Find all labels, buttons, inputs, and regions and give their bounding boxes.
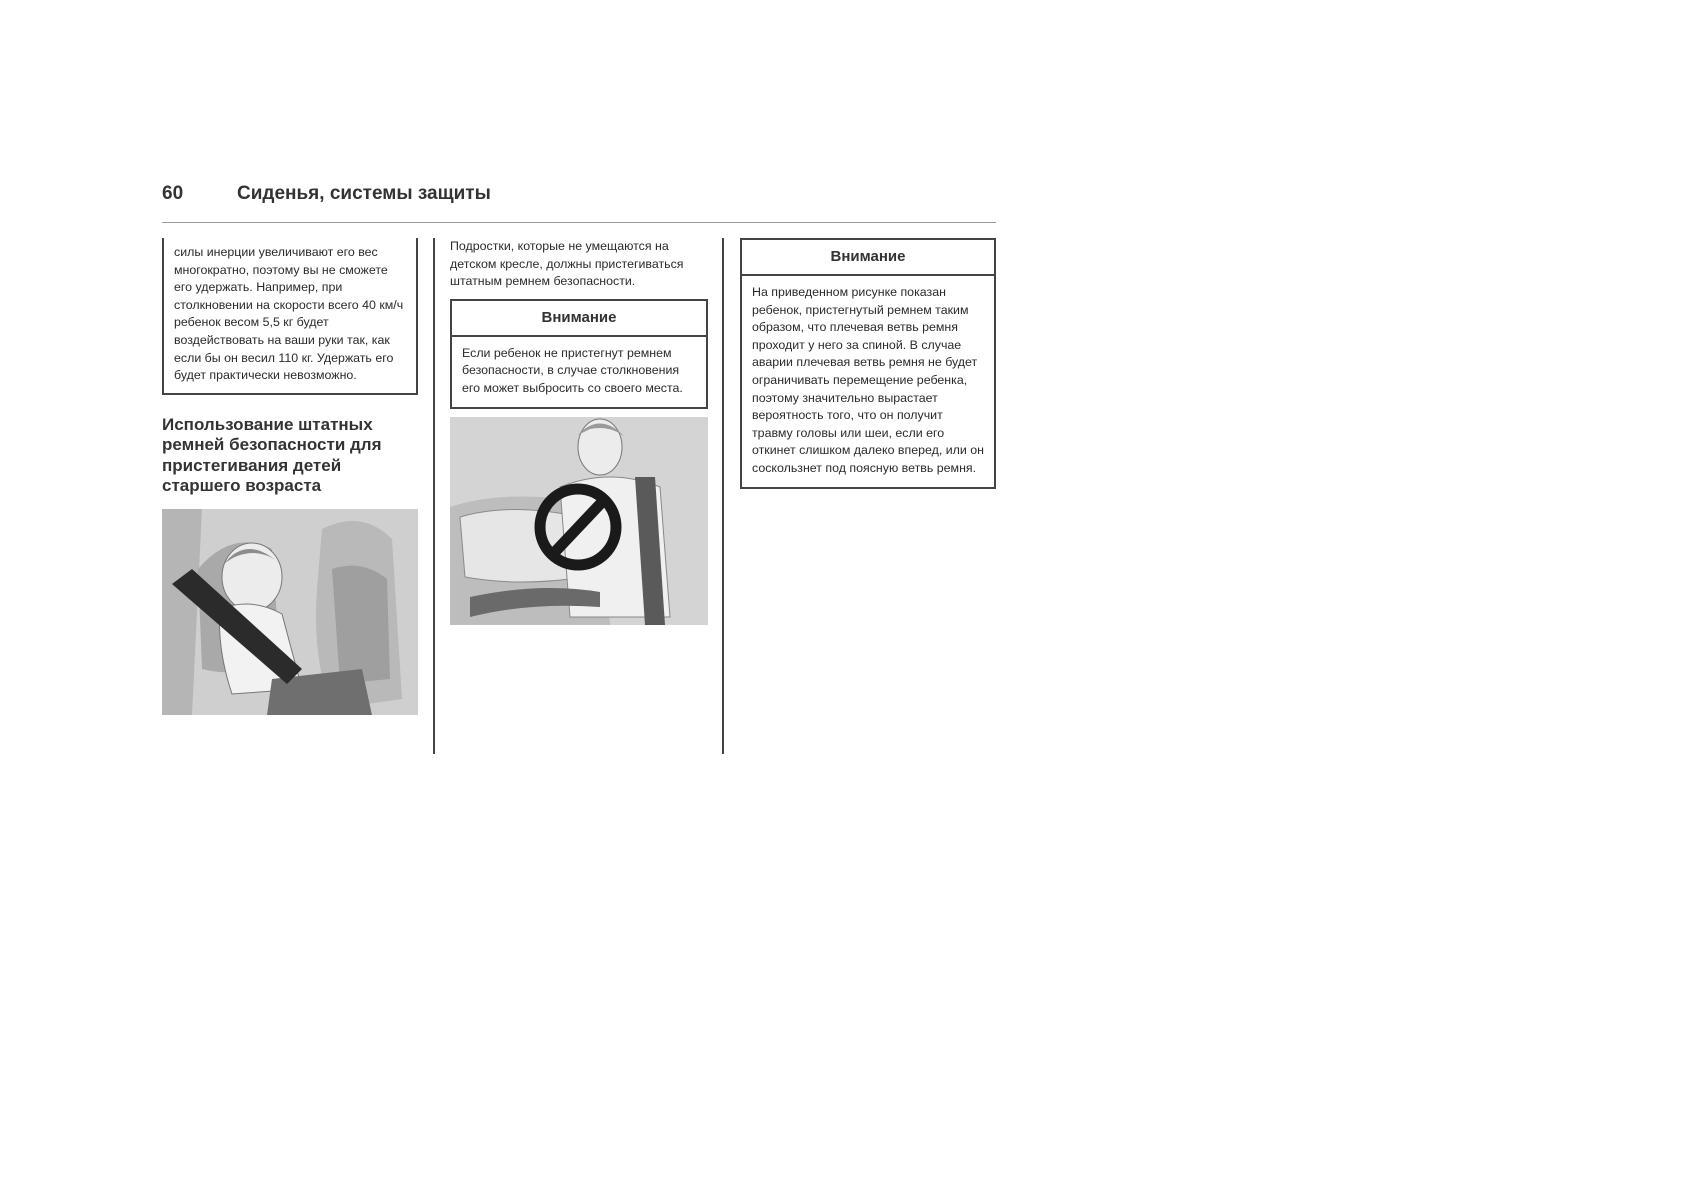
warning-text: Если ребенок не пристегнут ремнем безопасности, в случае столкновения его может выбросить со своего места. [462,345,683,395]
continued-warning-box [162,238,418,395]
warning-box [740,238,996,489]
column-3 [740,238,996,489]
subsection-heading: Использование штатных ремней безопасности для пристегивания детей старшего возраста [162,414,382,496]
page-number: 60 [162,183,184,204]
column-2 [450,238,708,625]
intro-text: Подростки, которые не умещаются на детском кресле, должны пристегиваться штатным ремнем безопасности. [450,239,684,289]
warning-title: Внимание [742,240,994,276]
column-1 [162,238,418,715]
belt-misuse-prohibited-illustration [450,417,708,625]
section-title: Сиденья, системы защиты [237,183,491,204]
warning-text: На приведенном рисунке показан ребенок, пристегнутый ремнем таким образом, что плечевая ветвь ремня проходит у него за спиной. В случае аварии плечевая ветвь ремня не будет ограничивать перемещение ребенка, поэтому значительно вырастает вероятность того, что он получит травму головы или шеи, если его откинет слишком далеко вперед, или он соскользнет под поясную ветвь ремня. [752,285,984,475]
warning-title: Внимание [452,301,706,337]
warning-box [450,299,708,409]
warning-body [742,276,994,487]
continued-warning-text: силы инерции увеличивают его вес многократно, поэтому вы не сможете его удержать. Например, при столкновении на скорости всего 40 км/ч ребенок весом 5,5 кг будет воздействовать на ваши руки так, как если бы он весил 110 кг. Удержать его будет практически невозможно. [174,245,404,383]
column-divider [433,238,435,754]
header-rule [162,222,996,223]
warning-body [452,337,706,407]
column-divider [722,238,724,754]
child-on-booster-seat-illustration [162,509,418,715]
